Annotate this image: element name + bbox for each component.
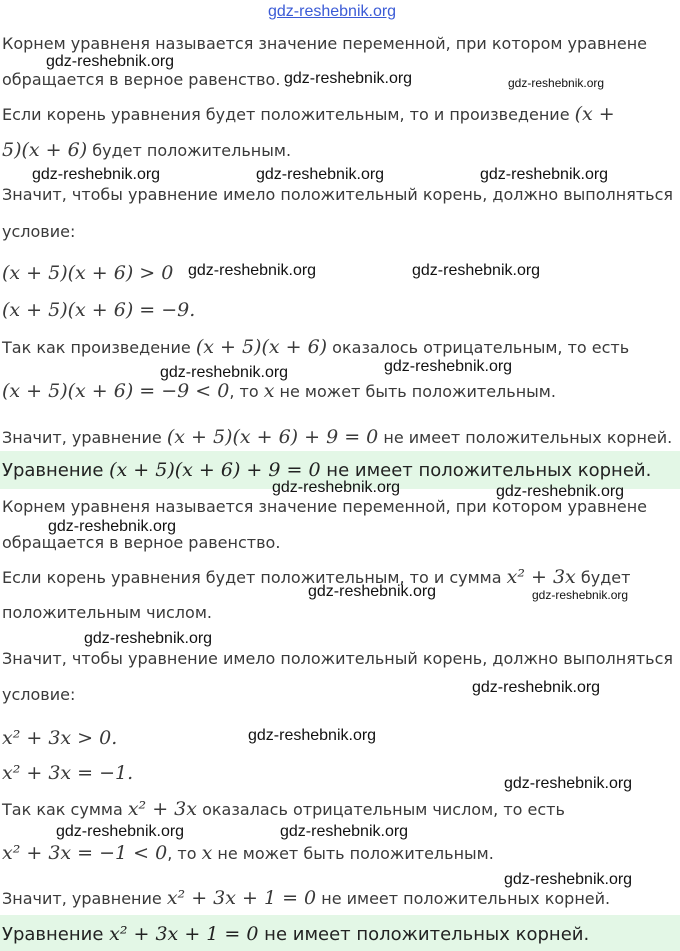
- text: Если корень уравнения будет положительным, то и произведение: [2, 105, 575, 124]
- part2-paragraph2-line2: положительным числом.: [2, 603, 212, 622]
- part2-paragraph1-line2: обращается в верное равенство.: [2, 533, 281, 552]
- text: Значит, уравнение: [2, 889, 167, 908]
- math: x² + 3x = −1 < 0: [2, 842, 168, 864]
- watermark: gdz-reshebnik.org: [480, 166, 609, 183]
- text: Уравнение: [2, 924, 110, 945]
- part1-paragraph1-line1: Корнем уравненя называется значение переменной, при котором уравнене: [2, 34, 648, 53]
- math: (x +: [574, 103, 615, 125]
- part1-answer: [2, 460, 651, 481]
- part1-paragraph1-line2: обращается в верное равенство.: [2, 70, 281, 89]
- text: Так как сумма: [2, 800, 128, 819]
- part1-equation: (x + 5)(x + 6) = −9.: [2, 299, 196, 321]
- text: не может быть положительным.: [274, 382, 556, 401]
- part1-paragraph2-line1: [2, 104, 615, 125]
- part1-paragraph3-line2: условие:: [2, 222, 76, 241]
- part2-answer: [2, 924, 589, 945]
- watermark-top[interactable]: gdz-reshebnik.org: [268, 3, 397, 20]
- watermark: gdz-reshebnik.org: [248, 727, 377, 744]
- watermark: gdz-reshebnik.org: [496, 483, 625, 500]
- text: не имеет положительных корней.: [378, 428, 673, 447]
- text: , то: [229, 382, 264, 401]
- watermark: gdz-reshebnik.org: [32, 166, 161, 183]
- watermark: gdz-reshebnik.org: [412, 262, 541, 279]
- part2-inequality: x² + 3x > 0.: [2, 727, 118, 749]
- watermark: gdz-reshebnik.org: [308, 583, 437, 600]
- watermark: gdz-reshebnik.org: [188, 262, 317, 279]
- text: не имеет положительных корней.: [320, 460, 652, 481]
- math: x² + 3x: [127, 798, 197, 820]
- watermark: gdz-reshebnik.org: [472, 679, 601, 696]
- watermark: gdz-reshebnik.org: [508, 76, 605, 90]
- part2-conclusion: [2, 888, 610, 909]
- part1-paragraph3-line1: Значит, чтобы уравнение имело положительный корень, должно выполняться: [2, 185, 673, 204]
- math: (x + 5)(x + 6): [195, 336, 328, 358]
- math: (x + 5)(x + 6) + 9 = 0: [166, 426, 379, 448]
- watermark: gdz-reshebnik.org: [84, 630, 213, 647]
- text: Если корень уравнения будет положительным, то и сумма: [2, 568, 507, 587]
- text: оказалось отрицательным, то есть: [327, 338, 630, 357]
- watermark: gdz-reshebnik.org: [46, 53, 175, 70]
- watermark: gdz-reshebnik.org: [284, 70, 413, 87]
- math: (x + 5)(x + 6) = −9 < 0: [2, 380, 230, 402]
- text: Уравнение: [2, 460, 110, 481]
- text: не имеет положительных корней.: [258, 924, 590, 945]
- text: не может быть положительным.: [212, 844, 494, 863]
- part1-inequality: (x + 5)(x + 6) > 0: [2, 262, 174, 284]
- text: будет положительным.: [87, 141, 292, 160]
- watermark: gdz-reshebnik.org: [56, 823, 185, 840]
- part1-paragraph4-line1: [2, 337, 629, 358]
- math-x: x: [201, 842, 213, 864]
- math: x² + 3x + 1 = 0: [166, 887, 317, 909]
- watermark: gdz-reshebnik.org: [504, 871, 633, 888]
- text: Значит, уравнение: [2, 428, 167, 447]
- part2-equation: x² + 3x = −1.: [2, 762, 134, 784]
- part1-conclusion: [2, 427, 672, 448]
- text: будет: [575, 568, 631, 587]
- watermark: gdz-reshebnik.org: [256, 166, 385, 183]
- math: 5)(x + 6): [2, 139, 88, 161]
- text: оказалась отрицательным числом, то есть: [196, 800, 565, 819]
- text: не имеет положительных корней.: [316, 889, 611, 908]
- part2-paragraph1-line1: Корнем уравненя называется значение переменной, при котором уравнене: [2, 497, 648, 516]
- math: x² + 3x + 1 = 0: [109, 923, 259, 945]
- math: x² + 3x: [506, 566, 576, 588]
- part2-paragraph4-line1: [2, 799, 565, 820]
- math-x: x: [263, 380, 275, 402]
- watermark: gdz-reshebnik.org: [272, 479, 401, 496]
- part1-paragraph2-line2: [2, 140, 291, 161]
- watermark: gdz-reshebnik.org: [504, 775, 633, 792]
- watermark: gdz-reshebnik.org: [532, 588, 629, 602]
- watermark: gdz-reshebnik.org: [160, 364, 289, 381]
- math: (x + 5)(x + 6) + 9 = 0: [109, 459, 321, 481]
- text: , то: [167, 844, 202, 863]
- watermark: gdz-reshebnik.org: [280, 823, 409, 840]
- part2-paragraph4-line2: [2, 843, 494, 864]
- watermark: gdz-reshebnik.org: [48, 518, 177, 535]
- part1-paragraph4-line2: [2, 381, 556, 402]
- part2-paragraph3-line1: Значит, чтобы уравнение имело положительный корень, должно выполняться: [2, 649, 673, 668]
- part2-paragraph3-line2: условие:: [2, 685, 76, 704]
- watermark: gdz-reshebnik.org: [384, 358, 513, 375]
- text: Так как произведение: [2, 338, 196, 357]
